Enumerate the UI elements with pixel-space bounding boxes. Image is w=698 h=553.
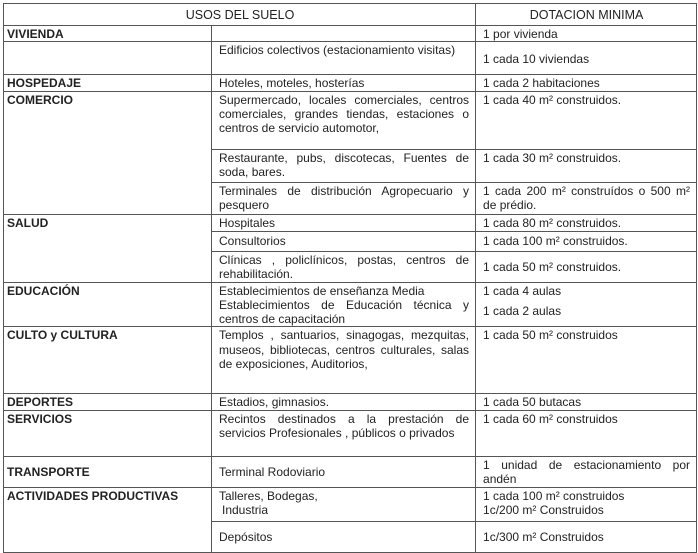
category-deportes: DEPORTES <box>4 394 212 410</box>
value-line: 1 cada 2 aulas <box>483 303 562 318</box>
table-row <box>4 487 697 521</box>
desc: Restaurante, pubs, discotecas, Fuentes de soda, bares. <box>212 149 476 182</box>
value <box>476 487 697 521</box>
category-transporte: TRANSPORTE <box>4 456 212 487</box>
value <box>476 282 697 327</box>
table-row <box>4 282 697 327</box>
value: 1 cada 200 m² construídos o 500 m² de prédio. <box>476 182 697 214</box>
table-row <box>4 394 697 410</box>
desc: Recintos destinados a la prestación de servicios Profesionales , públicos o privados <box>212 410 476 456</box>
value-line: 1 cada 4 aulas <box>483 283 562 298</box>
value: 1 cada 80 m² construidos. <box>476 214 697 231</box>
value: 1 cada 50 m² construidos <box>476 327 697 394</box>
desc: Terminales de distribución Agropecuario y pesquero <box>212 182 476 214</box>
value: 1 cada 50 butacas <box>476 394 697 410</box>
desc-line: Industria <box>222 503 269 518</box>
value: 1 cada 100 m² construidos. <box>476 231 697 251</box>
header-row <box>4 4 697 26</box>
category-servicios: SERVICIOS <box>4 410 212 456</box>
desc: Consultorios <box>212 231 476 251</box>
value: 1 por vivienda <box>476 26 697 42</box>
header-uses: USOS DEL SUELO <box>4 4 476 26</box>
desc-line: Establecimientos de Educación técnica y centros de capacitación <box>219 297 470 327</box>
value: 1 cada 60 m² construidos <box>476 410 697 456</box>
table-row <box>4 214 697 231</box>
value-line: 1c/200 m² Construidos <box>483 503 604 518</box>
category-empty <box>4 42 212 75</box>
category-culto: CULTO y CULTURA <box>4 327 212 394</box>
category-actividades: ACTIVIDADES PRODUCTIVAS <box>4 487 212 552</box>
desc: Supermercado, locales comerciales, centros comerciales, grandes tiendas, estaciones o centros de servicio automotor, <box>212 91 476 149</box>
desc-line: Talleres, Bodegas, <box>219 488 318 503</box>
desc-line: Establecimientos de enseñanza Media <box>219 283 425 298</box>
desc: Clínicas , policlínicos, postas, centros de rehabilitación. <box>212 251 476 282</box>
header-min: DOTACION MINIMA <box>476 4 697 26</box>
table-row <box>4 456 697 487</box>
table-row <box>4 327 697 394</box>
value: 1 cada 2 habitaciones <box>476 75 697 91</box>
parking-requirements-table <box>3 3 697 553</box>
desc: Templos , santuarios, sinagogas, mezquitas, museos, bibliotecas, centros culturales, salas de exposiciones, Auditorios, <box>212 327 476 394</box>
category-hospedaje: HOSPEDAJE <box>4 75 212 91</box>
desc: Hoteles, moteles, hosterías <box>212 75 476 91</box>
value: 1 cada 30 m² construidos. <box>476 149 697 182</box>
desc-empty <box>212 26 476 42</box>
value: 1c/300 m² Construidos <box>476 521 697 552</box>
value: 1 cada 50 m² construidos. <box>476 251 697 282</box>
value: 1 cada 10 viviendas <box>476 42 697 75</box>
value-line: 1 cada 100 m² construidos <box>483 488 625 503</box>
desc: Estadios, gimnasios. <box>212 394 476 410</box>
desc: Terminal Rodoviario <box>212 456 476 487</box>
desc: Hospitales <box>212 214 476 231</box>
value: 1 cada 40 m² construidos. <box>476 91 697 149</box>
category-salud: SALUD <box>4 214 212 282</box>
value: 1 unidad de estacionamiento por andén <box>476 456 697 487</box>
category-vivienda: VIVIENDA <box>4 26 212 42</box>
category-educacion: EDUCACIÓN <box>4 282 212 327</box>
table-row <box>4 26 697 42</box>
desc <box>212 282 476 327</box>
desc <box>212 487 476 521</box>
desc: Edificios colectivos (estacionamiento visitas) <box>212 42 476 75</box>
table-row <box>4 42 697 75</box>
desc: Depósitos <box>212 521 476 552</box>
table-row <box>4 91 697 149</box>
table-row <box>4 410 697 456</box>
category-comercio: COMERCIO <box>4 91 212 214</box>
table-row <box>4 75 697 91</box>
